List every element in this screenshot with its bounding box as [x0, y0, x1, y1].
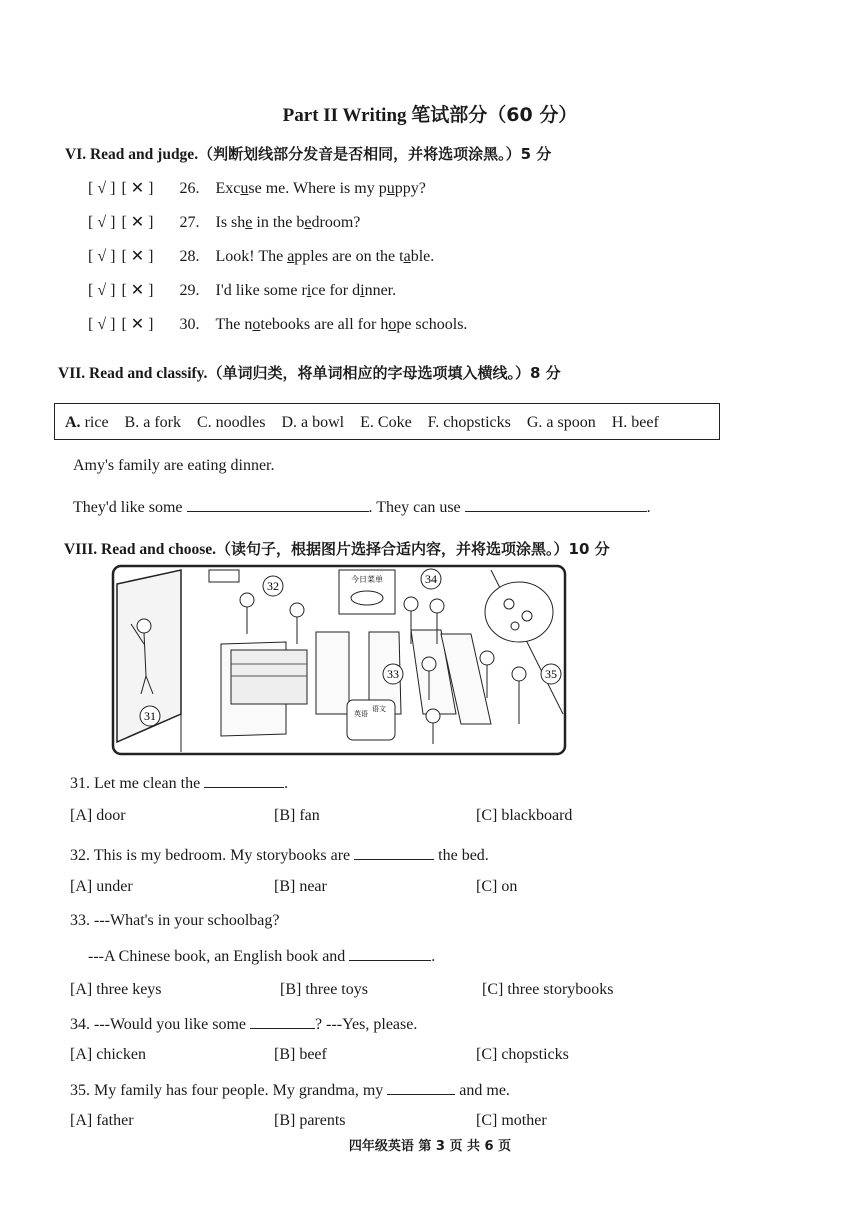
question-stem-line-2 — [88, 946, 435, 966]
item-number: 27. — [179, 214, 200, 231]
word-letter: F. — [427, 414, 440, 431]
book-label: 英语 — [354, 710, 368, 718]
cross-bubble[interactable]: [ ✕ ] — [121, 248, 154, 265]
section-7-heading: VII. Read and classify.（单词归类，将单词相应的字母选项填入横线。）8 分 — [58, 364, 561, 382]
item-sentence — [216, 316, 468, 333]
answer-option[interactable]: [A] chicken — [70, 1046, 146, 1063]
stem-text: 32. This is my bedroom. My storybooks are — [70, 847, 355, 864]
underlined-letter: i — [306, 282, 312, 299]
label-35: 35 — [545, 667, 557, 681]
answer-blank[interactable] — [349, 946, 431, 961]
sentence-part: I'd like some r — [215, 282, 307, 299]
cross-bubble[interactable]: [ ✕ ] — [121, 316, 154, 333]
answer-blank[interactable] — [204, 773, 284, 788]
word-option — [281, 404, 344, 439]
word-letter: A. — [65, 414, 81, 431]
underlined-letter: a — [403, 248, 411, 265]
classroom-picture — [111, 564, 567, 756]
word-option — [125, 404, 181, 439]
stem-text: . — [284, 775, 289, 792]
stem-text: 31. Let me clean the — [70, 775, 205, 792]
answer-option[interactable]: [C] mother — [476, 1112, 547, 1129]
thought-bubble — [485, 582, 553, 642]
sentence-part: tebooks are all for h — [260, 316, 389, 333]
stem-text: 33. ---What's in your schoolbag? — [70, 912, 280, 929]
word-bank-box — [54, 403, 720, 440]
word-option — [527, 404, 596, 439]
sentence-part: ble. — [410, 248, 435, 265]
sentence-part: se me. Where is my p — [248, 180, 387, 197]
word-option — [65, 404, 109, 439]
cross-bubble[interactable]: [ ✕ ] — [121, 214, 154, 231]
label-33: 33 — [387, 667, 399, 681]
cross-bubble[interactable]: [ ✕ ] — [121, 282, 154, 299]
section-6-heading: VI. Read and judge.（判断划线部分发音是否相同，并将选项涂黑。）5 分 — [65, 145, 552, 163]
sentence-part: ce for d — [311, 282, 361, 299]
sentence-part: in the b — [252, 214, 305, 231]
check-bubble[interactable]: [ √ ] — [88, 180, 116, 197]
word-text: beef — [627, 414, 659, 431]
answer-option[interactable]: [C] chopsticks — [476, 1046, 569, 1063]
sentence-part: Look! The — [215, 248, 288, 265]
answer-option[interactable]: [A] three keys — [70, 981, 162, 998]
stem-text: . — [431, 948, 436, 965]
underlined-letter: e — [304, 214, 312, 231]
item-sentence — [216, 180, 426, 197]
sentence-part: Exc — [215, 180, 241, 197]
check-bubble[interactable]: [ √ ] — [88, 282, 116, 299]
word-text: a spoon — [542, 414, 596, 431]
classify-sentence-2: They'd like some . They can use . — [73, 499, 651, 516]
item-number: 28. — [179, 248, 200, 265]
page-footer: 四年级英语 第 3 页 共 6 页 — [348, 1139, 512, 1154]
word-letter: C. — [196, 414, 212, 431]
question-stem — [70, 1014, 417, 1034]
word-option — [612, 404, 659, 439]
sentence-part: nner. — [364, 282, 397, 299]
sentence-part: pe schools. — [396, 316, 468, 333]
item-sentence — [216, 214, 361, 231]
word-text: chopsticks — [439, 414, 511, 431]
word-text: rice — [80, 414, 109, 431]
stem-text: the bed. — [434, 847, 489, 864]
item-sentence — [216, 282, 397, 299]
answer-option[interactable]: [A] door — [70, 807, 126, 824]
underlined-letter: u — [386, 180, 395, 197]
word-text: noodles — [211, 414, 266, 431]
word-letter: E. — [360, 414, 374, 431]
word-letter: B. — [124, 414, 140, 431]
underlined-letter: e — [245, 214, 253, 231]
stem-text: ---A Chinese book, an English book and — [88, 948, 350, 965]
cross-bubble[interactable]: [ ✕ ] — [121, 180, 154, 197]
classify-sentence-1: Amy's family are eating dinner. — [73, 457, 275, 474]
sentence-part: Is sh — [215, 214, 246, 231]
tableware-blank[interactable] — [465, 497, 647, 512]
question-stem — [70, 845, 489, 865]
answer-option[interactable]: [A] father — [70, 1112, 134, 1129]
answer-option[interactable]: [B] parents — [274, 1112, 346, 1129]
sentence-part: The n — [215, 316, 253, 333]
word-text: Coke — [373, 414, 412, 431]
question-stem — [70, 912, 280, 930]
answer-blank[interactable] — [354, 845, 434, 860]
answer-option[interactable]: [B] near — [274, 878, 327, 895]
item-number: 29. — [179, 282, 200, 299]
underlined-letter: o — [252, 316, 261, 333]
judge-item — [88, 178, 426, 198]
label-34: 34 — [425, 572, 437, 586]
question-stem — [70, 1080, 510, 1100]
word-option — [197, 404, 265, 439]
underlined-letter: o — [388, 316, 397, 333]
label-32: 32 — [267, 579, 279, 593]
item-number: 30. — [179, 316, 200, 333]
sentence-part: ppy? — [394, 180, 426, 197]
answer-option[interactable]: [B] fan — [274, 807, 320, 824]
word-option — [428, 404, 511, 439]
answer-option[interactable]: [B] three toys — [280, 981, 368, 998]
question-stem — [70, 773, 288, 793]
judge-item — [88, 280, 396, 300]
book-label: 语文 — [372, 705, 386, 713]
desk — [316, 632, 349, 714]
sentence-part: droom? — [311, 214, 361, 231]
word-letter: G. — [526, 414, 543, 431]
answer-blank[interactable] — [387, 1080, 455, 1095]
food-blank[interactable] — [187, 497, 369, 512]
judge-item — [88, 314, 467, 334]
word-letter: H. — [611, 414, 628, 431]
word-letter: D. — [281, 414, 297, 431]
answer-option[interactable]: [C] blackboard — [476, 807, 573, 824]
judge-item — [88, 212, 360, 232]
answer-option[interactable]: [C] on — [476, 878, 518, 895]
check-bubble[interactable]: [ √ ] — [88, 316, 116, 333]
stem-text: 34. ---Would you like some — [70, 1016, 251, 1033]
answer-option[interactable]: [A] under — [70, 878, 133, 895]
underlined-letter: a — [287, 248, 295, 265]
word-text: a bowl — [297, 414, 345, 431]
check-bubble[interactable]: [ √ ] — [88, 248, 116, 265]
item-sentence — [216, 248, 435, 265]
judge-item — [88, 246, 434, 266]
stem-text: ? ---Yes, please. — [315, 1016, 418, 1033]
check-bubble[interactable]: [ √ ] — [88, 214, 116, 231]
page-title: Part II Writing 笔试部分（60 分） — [282, 104, 578, 126]
underlined-letter: u — [240, 180, 249, 197]
stem-text: 35. My family has four people. My grandma, my — [70, 1082, 388, 1099]
word-text: a fork — [139, 414, 181, 431]
stem-text: and me. — [455, 1082, 510, 1099]
sentence-part: pples are on the t — [294, 248, 404, 265]
bed-table — [231, 650, 307, 704]
underlined-letter: i — [360, 282, 365, 299]
label-31: 31 — [144, 709, 156, 723]
answer-option[interactable]: [C] three storybooks — [482, 981, 614, 998]
section-8-heading: VIII. Read and choose.（读句子，根据图片选择合适内容，并将选项涂黑。）10 分 — [64, 540, 610, 558]
item-number: 26. — [179, 180, 200, 197]
word-option — [360, 404, 412, 439]
answer-blank[interactable] — [250, 1014, 315, 1029]
menu-label: 今日菜单 — [351, 575, 383, 584]
answer-option[interactable]: [B] beef — [274, 1046, 327, 1063]
schoolbag — [347, 700, 395, 740]
